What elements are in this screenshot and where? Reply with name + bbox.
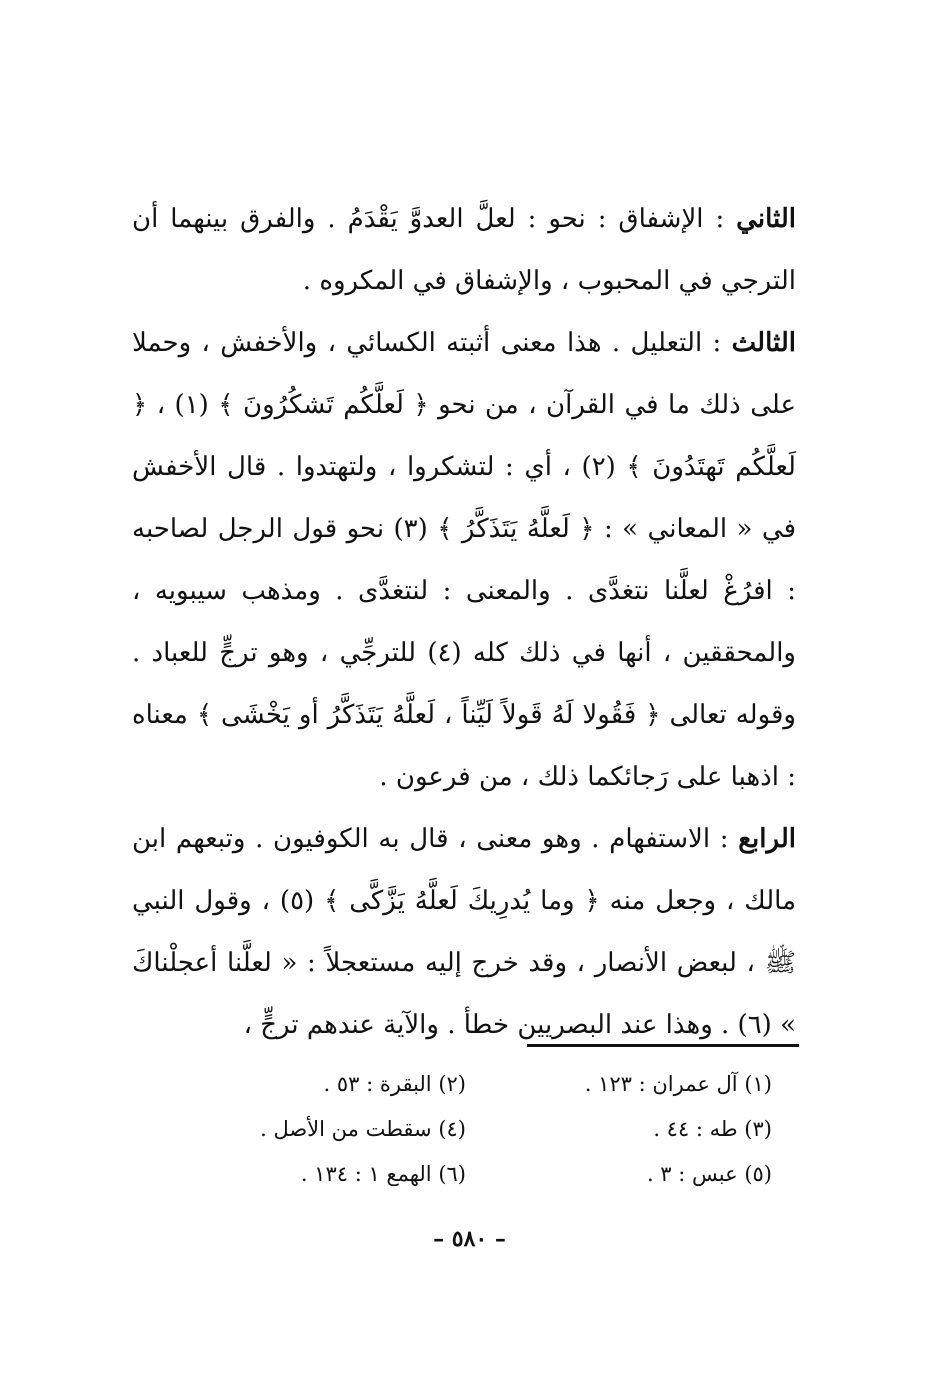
footnote-2: (٢) البقرة : ٥٣ . <box>323 1072 466 1096</box>
paragraph-second-meaning <box>132 188 796 312</box>
footnote-4: (٤) سقطت من الأصل . <box>260 1117 466 1141</box>
paragraph-lead: الثاني <box>736 204 796 234</box>
page-number: – ٥٨٠ – <box>433 1226 506 1252</box>
footnote-3: (٣) طه : ٤٤ . <box>653 1117 772 1141</box>
footnote-5: (٥) عبس : ٣ . <box>646 1162 772 1186</box>
paragraph-text: : الإشفاق : نحو : لعلَّ العدوَّ يَقْدَمُ . والفرق بينهما أن الترجي في المحبوب ، والإشفاق في المكروه . <box>132 204 796 296</box>
paragraph-text: : الاستفهام . وهو معنى ، قال به الكوفيون . وتبعهم ابن مالك ، وجعل منه ﴿ وما يُدرِيكَ لَعلَّهُ يَزَّكَّى ﴾ (٥) ، وقول النبي ﷺ ، لبعض الأنصار ، وقد خرج إليه مستعجلاً : « لعلَّنا أعجلْناكَ » (٦) . وهذا عند البصريين خطأ . والآية عندهم ترجٍّ ، <box>132 824 796 1040</box>
paragraph-third-meaning <box>132 312 796 808</box>
paragraph-lead: الرابع <box>738 824 796 854</box>
footnote-divider <box>527 1044 799 1047</box>
paragraph-text: : التعليل . هذا معنى أثبته الكسائي ، والأخفش ، وحملا على ذلك ما في القرآن ، من نحو ﴿ لَعلَّكُم تَشكُرُونَ ﴾ (١) ، ﴿ لَعلَّكُم تَهتَدُونَ ﴾ (٢) ، أي : لتشكروا ، ولتهتدوا . قال الأخفش في « المعاني » : ﴿ لَعلَّهُ يَتَذَكَّرُ ﴾ (٣) نحو قول الرجل لصاحبه : افرُغْ لعلَّنا نتغدَّى . والمعنى : لنتغدَّى . ومذهب سيبويه ، والمحققين ، أنها في ذلك كله (٤) للترجِّي ، وهو ترجٍّ للعباد . وقوله تعالى ﴿ فَقُولا لَهُ قَولاً لَيِّناً ، لَعلَّهُ يَتَذَكَّرُ أو يَخْشَى ﴾ معناه : اذهبا على رَجائكما ذلك ، من فرعون . <box>132 328 796 792</box>
footnote-1: (١) آل عمران : ١٢٣ . <box>584 1072 772 1096</box>
paragraph-fourth-meaning <box>132 808 796 1056</box>
paragraph-lead: الثالث <box>731 328 796 358</box>
footnote-6: (٦) الهمع ١ : ١٣٤ . <box>300 1162 466 1186</box>
body-text <box>132 188 796 1056</box>
footnotes <box>200 1062 772 1197</box>
